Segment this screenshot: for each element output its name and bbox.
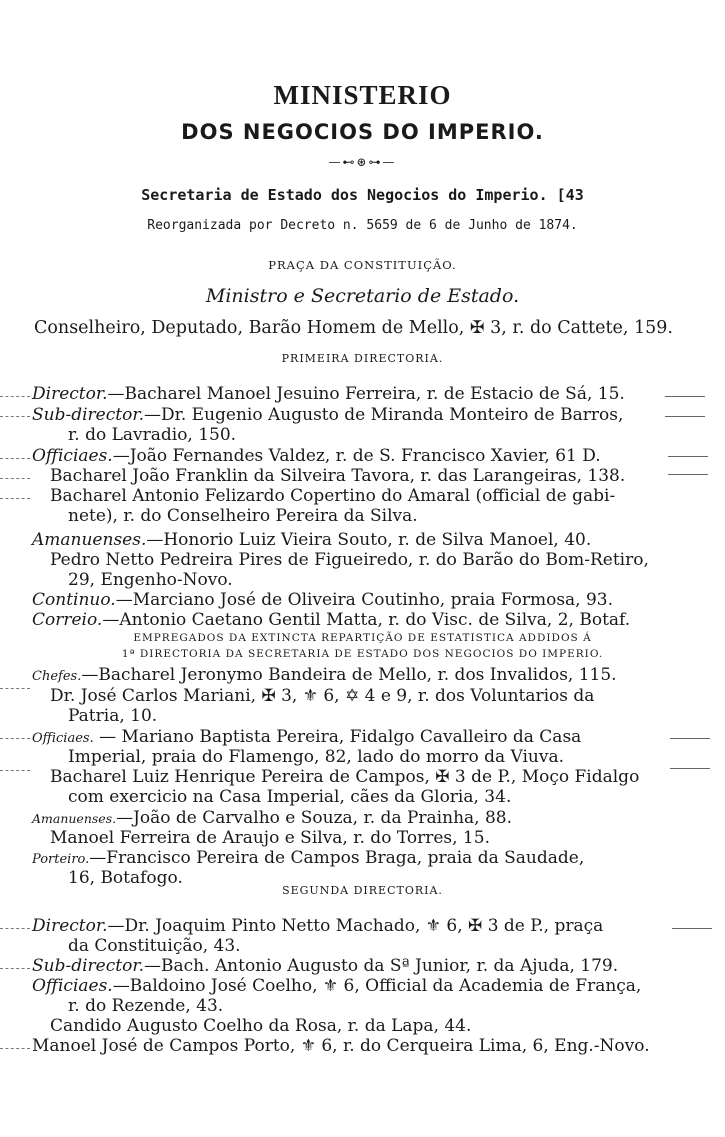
- margin-mark: [0, 458, 30, 460]
- entry-line: [32, 848, 584, 870]
- entry-line: Bacharel João Franklin da Silveira Tavora, r. das Larangeiras, 138.: [50, 466, 626, 486]
- role-label: Sub-director.: [32, 405, 144, 425]
- entry-line: Imperial, praia do Flamengo, 82, lado do morro da Viuva.: [68, 747, 565, 767]
- praca-heading: PRAÇA DA CONSTITUIÇÃO.: [268, 258, 457, 272]
- entry-line: com exercicio na Casa Imperial, cães da Gloria, 34.: [68, 787, 512, 807]
- role-label: Director.: [32, 916, 108, 936]
- role-label: Officiaes.: [32, 731, 94, 746]
- role-label: Officiaes.: [32, 446, 113, 466]
- role-label: Continuo.: [32, 590, 116, 610]
- entry-line: [32, 727, 581, 749]
- ministry-subtitle: DOS NEGOCIOS DO IMPERIO.: [181, 120, 544, 144]
- entry-line: [32, 956, 618, 976]
- margin-mark: [668, 456, 708, 458]
- margin-mark: [0, 688, 30, 690]
- section-heading-primeira: PRIMEIRA DIRECTORIA.: [281, 352, 444, 365]
- entry-line: Bacharel Luiz Henrique Pereira de Campos, ✠ 3 de P., Moço Fidalgo: [50, 767, 640, 787]
- section-heading-estatistica-1: EMPREGADOS DA EXTINCTA REPARTIÇÃO DE ESTATISTICA ADDIDOS Á: [133, 632, 592, 644]
- entry-text: —Bacharel Manoel Jesuino Ferreira, r. de Estacio de Sá, 15.: [107, 384, 625, 404]
- entry-text: — Mariano Baptista Pereira, Fidalgo Cavalleiro da Casa: [93, 727, 582, 747]
- entry-text: —Baldoino José Coelho, ⚜ 6, Official da Academia de França,: [112, 976, 642, 996]
- ministry-title: MINISTERIO: [273, 80, 452, 110]
- entry-text: —Francisco Pereira de Campos Braga, praia da Saudade,: [89, 848, 585, 868]
- entry-line: 16, Botafogo.: [68, 868, 183, 888]
- entry-line: Patria, 10.: [68, 706, 158, 726]
- entry-line: Manoel Ferreira de Araujo e Silva, r. do Torres, 15.: [50, 828, 490, 848]
- entry-line: Dr. José Carlos Mariani, ✠ 3, ⚜ 6, ✡ 4 e 9, r. dos Voluntarios da: [50, 686, 595, 706]
- margin-mark: [665, 396, 705, 398]
- margin-mark: [0, 968, 30, 970]
- entry-line: [32, 665, 617, 687]
- minister-heading: Ministro e Secretario de Estado.: [205, 285, 520, 307]
- entry-line: Pedro Netto Pedreira Pires de Figueiredo, r. do Barão do Bom-Retiro,: [50, 550, 649, 570]
- entry-text: —João Fernandes Valdez, r. de S. Francisco Xavier, 61 D.: [112, 446, 601, 466]
- entry-text: —Dr. Joaquim Pinto Netto Machado, ⚜ 6, ✠ 3 de P., praça: [107, 916, 604, 936]
- margin-mark: [0, 738, 30, 740]
- entry-line: r. do Lavradio, 150.: [68, 425, 237, 445]
- margin-mark: [668, 474, 708, 476]
- entry-line: [32, 916, 603, 936]
- margin-mark: [0, 770, 30, 772]
- entry-text: —Antonio Caetano Gentil Matta, r. do Visc. de Silva, 2, Botaf.: [102, 610, 631, 630]
- entry-line: da Constituição, 43.: [68, 936, 241, 956]
- entry-line: [32, 446, 601, 466]
- entry-line: [32, 590, 613, 610]
- role-label: Correio.: [32, 610, 103, 630]
- section-heading-estatistica-2: 1ª DIRECTORIA DA SECRETARIA DE ESTADO DOS NEGOCIOS DO IMPERIO.: [121, 648, 604, 660]
- entry-text: —Marciano José de Oliveira Coutinho, praia Formosa, 93.: [115, 590, 614, 610]
- entry-line: Candido Augusto Coelho da Rosa, r. da Lapa, 44.: [50, 1016, 472, 1036]
- margin-mark: [0, 416, 30, 418]
- margin-mark: [0, 1048, 30, 1050]
- entry-text: —Bacharel Jeronymo Bandeira de Mello, r. dos Invalidos, 115.: [81, 665, 617, 685]
- entry-line: Bacharel Antonio Felizardo Copertino do Amaral (official de gabi-: [50, 486, 616, 506]
- margin-mark: [670, 738, 710, 740]
- section-heading-segunda: SEGUNDA DIRECTORIA.: [282, 884, 443, 897]
- margin-mark: [0, 928, 30, 930]
- minister-entry: Conselheiro, Deputado, Barão Homem de Mello, ✠ 3, r. do Cattete, 159.: [34, 318, 673, 338]
- reorganization-line: Reorganizada por Decreto n. 5659 de 6 de Junho de 1874.: [147, 218, 578, 233]
- margin-mark: [0, 478, 30, 480]
- entry-line: nete), r. do Conselheiro Pereira da Silva.: [68, 506, 418, 526]
- entry-line: [32, 384, 625, 404]
- entry-line: [32, 405, 623, 425]
- role-label: Director.: [32, 384, 108, 404]
- entry-line: [32, 808, 512, 829]
- entry-text: —João de Carvalho e Souza, r. da Prainha, 88.: [116, 808, 512, 828]
- margin-mark: [670, 768, 710, 770]
- margin-mark: [665, 416, 705, 418]
- entry-line: 29, Engenho-Novo.: [68, 570, 233, 590]
- entry-line: Manoel José de Campos Porto, ⚜ 6, r. do Cerqueira Lima, 6, Eng.-Novo.: [32, 1036, 650, 1056]
- entry-text: —Bach. Antonio Augusto da Sª Junior, r. da Ajuda, 179.: [143, 956, 619, 976]
- entry-line: [32, 530, 591, 550]
- margin-mark: [672, 928, 712, 930]
- entry-line: r. do Rezende, 43.: [68, 996, 224, 1016]
- role-label: Amanuenses.: [32, 811, 117, 826]
- role-label: Sub-director.: [32, 956, 144, 976]
- secretaria-line: Secretaria de Estado dos Negocios do Imperio. [43: [141, 186, 584, 204]
- role-label: Officiaes.: [32, 976, 113, 996]
- entry-text: —Dr. Eugenio Augusto de Miranda Monteiro de Barros,: [143, 405, 624, 425]
- role-label: Chefes.: [32, 669, 82, 684]
- margin-mark: [0, 396, 30, 398]
- ornament-divider: —⊷⊛⊶—: [328, 155, 397, 169]
- entry-text: —Honorio Luiz Vieira Souto, r. de Silva Manoel, 40.: [146, 530, 592, 550]
- entry-line: [32, 976, 641, 996]
- role-label: Amanuenses.: [32, 530, 147, 550]
- entry-line: [32, 610, 630, 630]
- margin-mark: [0, 498, 30, 500]
- role-label: Porteiro.: [32, 852, 90, 867]
